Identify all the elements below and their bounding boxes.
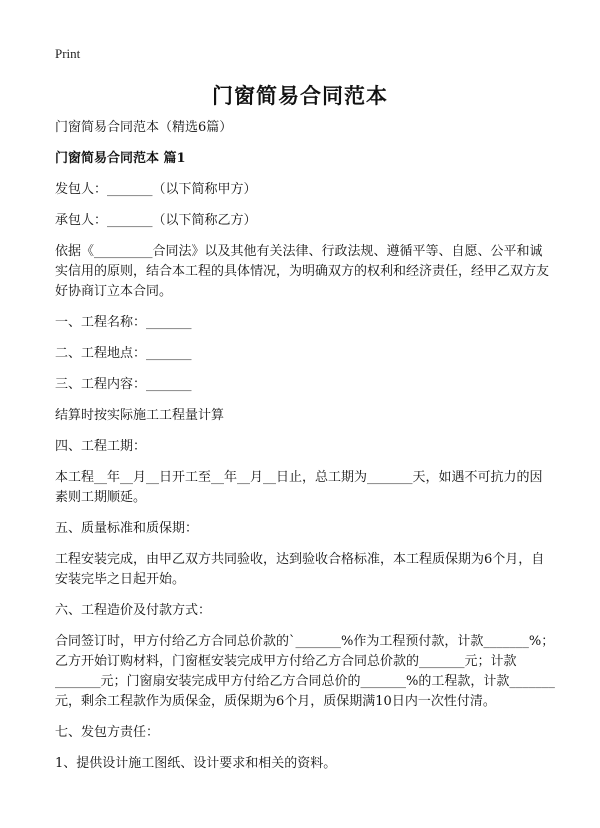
paragraph-duration: 本工程__年__月__日开工至__年__月__日止，总工期为_______天，如遇不可抗力的因素则工期顺延。 [55,470,543,505]
paragraph-contractor: 承包人：_______（以下简称乙方） [55,213,257,228]
paragraph-payment: 合同签订时，甲方付给乙方合同总价款的`_______%作为工程预付款，计款_______%；乙方开始订购材料，门窗框安装完成甲方付给乙方合同总价款的_______元；计款_______元；门窗扇安装完成甲方付给乙方合同总价的_______%的工程款，计款_______元，剩余工程款作为质保金，质保期为6个月，质保期满10日内一次性付清。 [55,634,555,709]
paragraph-employer: 发包人：_______（以下简称甲方） [55,182,257,197]
document-title: 门窗简易合同范本 [212,84,388,108]
paragraph-payment-title: 六、工程造价及付款方式： [55,603,212,618]
paragraph-project-name: 一、工程名称：_______ [55,315,192,330]
document-body [55,118,555,785]
paragraph-project-location: 二、工程地点：_______ [55,346,192,361]
paragraph-duration-title: 四、工程工期： [55,439,147,454]
print-label: Print [55,46,81,61]
paragraph-project-content: 三、工程内容：_______ [55,377,192,392]
paragraph-employer-duty-title: 七、发包方责任： [55,725,160,740]
document-subtitle: 门窗简易合同范本（精选6篇） [55,120,233,135]
paragraph-quality-title: 五、质量标准和质保期： [55,521,199,536]
paragraph-employer-duty-1: 1、提供设计施工图纸、设计要求和相关的资料。 [55,756,337,771]
section-title: 门窗简易合同范本 篇1 [55,151,186,166]
paragraph-basis: 依据《_________合同法》以及其他有关法律、行政法规、遵循平等、自愿、公平和诚实信用的原则，结合本工程的具体情况，为明确双方的权利和经济责任，经甲乙双方友好协商订立本合同。 [55,244,550,299]
paragraph-quality: 工程安装完成，由甲乙双方共同验收，达到验收合格标准，本工程质保期为6个月，自安装完毕之日起开始。 [55,552,545,587]
paragraph-settlement: 结算时按实际施工工程量计算 [55,408,225,423]
